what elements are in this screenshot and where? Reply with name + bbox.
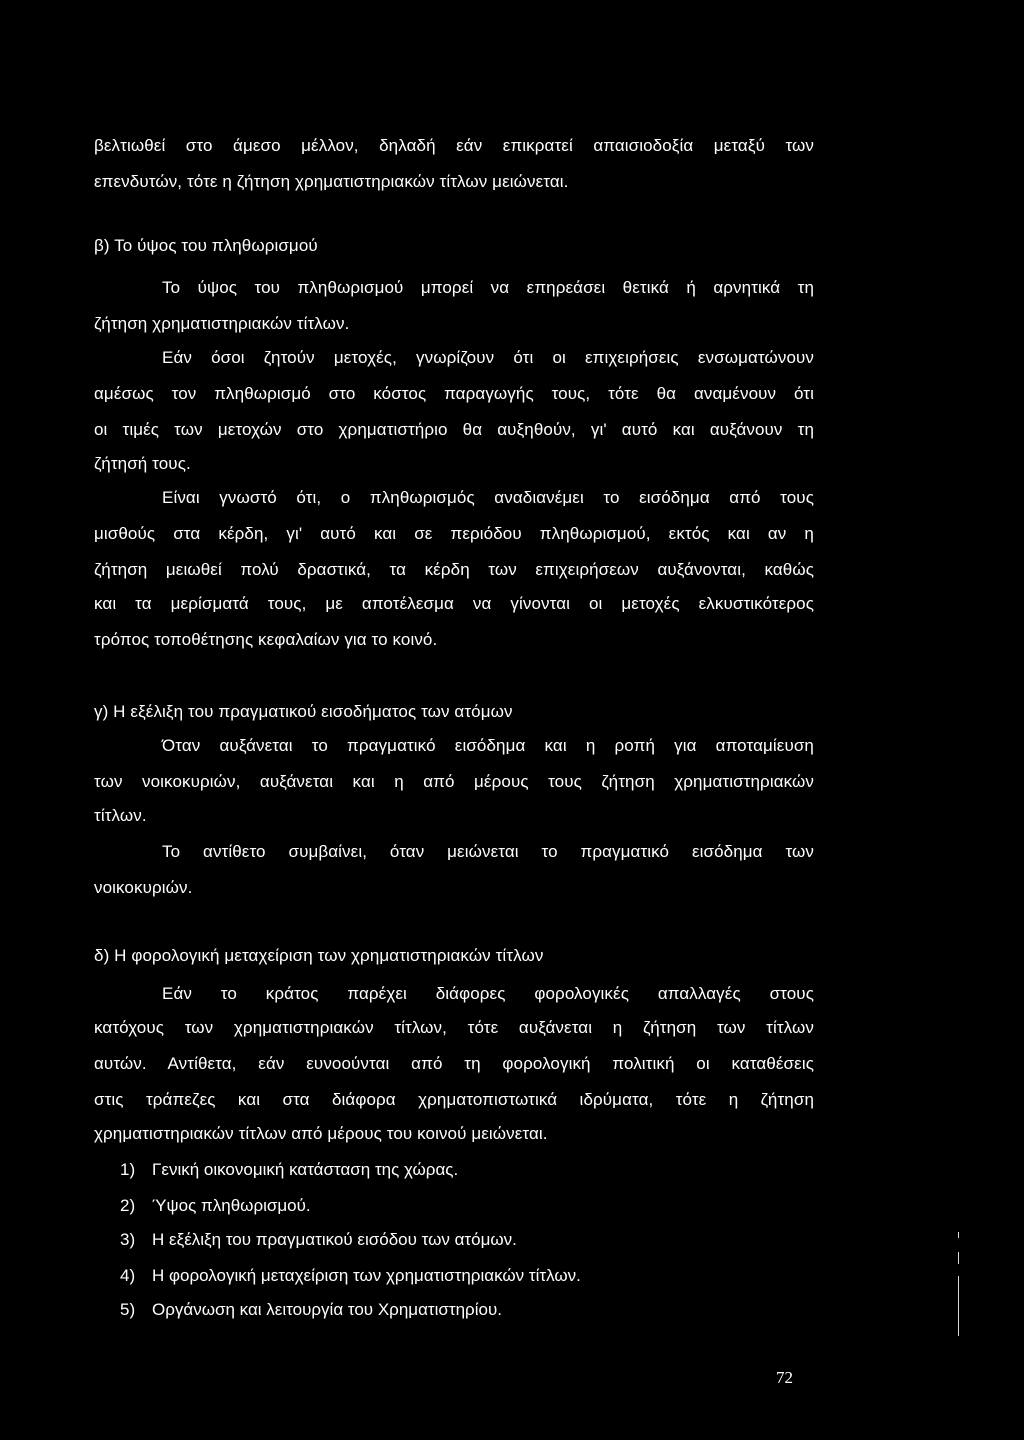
section-b-heading: β) Το ύψος του πληθωρισμού: [94, 236, 318, 255]
list-item: [120, 1230, 517, 1250]
section-c-p1-line-3: τίτλων.: [94, 806, 147, 825]
section-b-p3-line-3: ζήτηση μειωθεί πολύ δραστικά, τα κέρδη των επιχειρήσεων αυξάνονται, καθώς: [94, 560, 814, 579]
list-text: Γενική οικονομική κατάσταση της χώρας.: [152, 1160, 459, 1179]
section-b-p3-line-5: τρόπος τοποθέτησης κεφαλαίων για το κοινό.: [94, 630, 438, 649]
section-b-p2-line-4: ζήτησή τους.: [94, 454, 191, 473]
section-b-p2-line-2: αμέσως τον πληθωρισμό στο κόστος παραγωγής τους, τότε θα αναμένουν ότι: [94, 384, 814, 403]
section-b-p3-line-2: μισθούς στα κέρδη, γι' αυτό και σε περιόδου πληθωρισμού, εκτός και αν η: [94, 524, 814, 543]
section-b-p1-line-1: Το ύψος του πληθωρισμού μπορεί να επηρεάσει θετικά ή αρνητικά τη: [162, 278, 814, 297]
section-c-heading: γ) Η εξέλιξη του πραγματικού εισοδήματος των ατόμων: [94, 702, 513, 721]
list-number: 4): [120, 1266, 136, 1285]
scan-artifact-mark: [958, 1252, 959, 1264]
list-number: 1): [120, 1160, 136, 1179]
section-d-p1-line-1: Εάν το κράτος παρέχει διάφορες φορολογικές απαλλαγές στους: [162, 984, 814, 1003]
section-b-p1-line-2: ζήτηση χρηματιστηριακών τίτλων.: [94, 314, 350, 333]
section-b-p3-line-4: και τα μερίσματά τους, με αποτέλεσμα να γίνονται οι μετοχές ελκυστικότερος: [94, 594, 814, 613]
section-c-p2-line-1: Το αντίθετο συμβαίνει, όταν μειώνεται το πραγματικό εισόδημα των: [162, 842, 814, 861]
section-d-p1-line-2: κατόχους των χρηματιστηριακών τίτλων, τότε αυξάνεται η ζήτηση των τίτλων: [94, 1018, 814, 1037]
section-b-p2-line-1: Εάν όσοι ζητούν μετοχές, γνωρίζουν ότι οι επιχειρήσεις ενσωματώνουν: [162, 348, 814, 367]
section-d-p1-line-5: χρηματιστηριακών τίτλων από μέρους του κοινού μειώνεται.: [94, 1124, 548, 1143]
list-item: [120, 1196, 311, 1216]
list-item: [120, 1266, 581, 1286]
section-d-p1-line-3: αυτών. Αντίθετα, εάν ευνοούνται από τη φορολογική πολιτική οι καταθέσεις: [94, 1054, 814, 1073]
list-number: 3): [120, 1230, 136, 1249]
list-text: Ύψος πληθωρισμού.: [152, 1196, 311, 1215]
list-number: 5): [120, 1300, 136, 1319]
list-text: Η εξέλιξη του πραγματικού εισόδου των ατόμων.: [152, 1230, 517, 1249]
intro-line-2: επενδυτών, τότε η ζήτηση χρηματιστηριακών τίτλων μειώνεται.: [94, 172, 569, 191]
section-d-p1-line-4: στις τράπεζες και στα διάφορα χρηματοπιστωτικά ιδρύματα, τότε η ζήτηση: [94, 1090, 814, 1109]
page-number: 72: [776, 1368, 793, 1387]
scan-artifact-mark: [958, 1276, 959, 1336]
section-c-p2-line-2: νοικοκυριών.: [94, 878, 193, 897]
section-d-heading: δ) Η φορολογική μεταχείριση των χρηματιστηριακών τίτλων: [94, 946, 544, 965]
section-b-p2-line-3: οι τιμές των μετοχών στο χρηματιστήριο θα αυξηθούν, γι' αυτό και αυξάνουν τη: [94, 420, 814, 439]
section-b-p3-line-1: Είναι γνωστό ότι, ο πληθωρισμός αναδιανέμει το εισόδημα από τους: [162, 488, 814, 507]
list-text: Οργάνωση και λειτουργία του Χρηματιστηρίου.: [152, 1300, 502, 1319]
list-item: [120, 1160, 458, 1180]
list-item: [120, 1300, 502, 1320]
section-c-p1-line-1: Όταν αυξάνεται το πραγματικό εισόδημα και η ροπή για αποταμίευση: [162, 736, 814, 755]
scan-artifact-mark: [958, 1232, 959, 1238]
intro-line-1: βελτιωθεί στο άμεσο μέλλον, δηλαδή εάν επικρατεί απαισιοδοξία μεταξύ των: [94, 136, 814, 155]
section-c-p1-line-2: των νοικοκυριών, αυξάνεται και η από μέρους τους ζήτηση χρηματιστηριακών: [94, 772, 814, 791]
list-text: Η φορολογική μεταχείριση των χρηματιστηριακών τίτλων.: [152, 1266, 581, 1285]
list-number: 2): [120, 1196, 136, 1215]
